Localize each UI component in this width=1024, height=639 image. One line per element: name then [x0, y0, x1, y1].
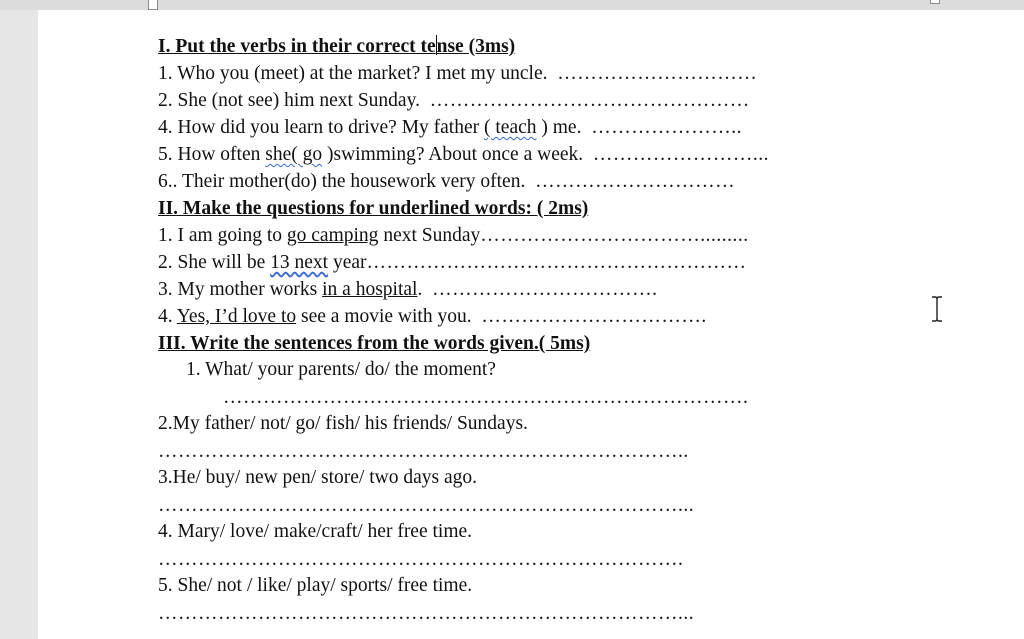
item-text-pre: 1. I am going to: [158, 225, 287, 246]
answer-blank: …………………………….: [481, 306, 707, 327]
section-3-item-3-answer-line: [158, 494, 694, 518]
section-3-item-4-answer-line: [158, 548, 683, 572]
section-2-item-1: [158, 224, 749, 248]
item-text: 3.He/ buy/ new pen/ store/ two days ago.: [158, 467, 477, 488]
section-3-heading: [158, 332, 590, 356]
section-1-item-5: [158, 143, 769, 167]
item-text-pre: 5. How often: [158, 144, 266, 165]
section-2-heading-text: II. Make the questions for underlined words: ( 2ms): [158, 198, 589, 219]
section-1-item-2: [158, 89, 750, 113]
item-text: 2. She (not see) him next Sunday.: [158, 90, 420, 111]
section-3-item-5-answer-line: [158, 602, 694, 626]
underlined-text: 13 next: [270, 252, 329, 273]
mouse-ibeam-cursor-icon: [930, 296, 944, 322]
ruler-right-margin-marker-icon[interactable]: [930, 0, 940, 4]
item-text: 5. She/ not / like/ play/ sports/ free time.: [158, 575, 473, 596]
underlined-text: in a hospital: [322, 279, 418, 300]
spellcheck-marked-text: ( teach: [484, 117, 537, 138]
section-1-item-4: [158, 116, 742, 140]
section-1-heading-part-b: nse (3ms): [436, 36, 516, 57]
section-3-item-5: [158, 574, 472, 598]
item-text-post: next Sunday: [378, 225, 481, 246]
spellcheck-marked-text: she( go: [265, 144, 323, 165]
answer-blank: …………………………: [557, 63, 758, 84]
item-text-pre: 2. She will be: [158, 252, 271, 273]
section-3-item-2: [158, 412, 528, 436]
answer-blank: …………………………………………………: [366, 252, 747, 273]
answer-blank: …………………………: [535, 171, 736, 192]
section-2-item-3: [158, 278, 657, 302]
section-1-heading: [158, 35, 515, 59]
item-text-post: ) me.: [536, 117, 582, 138]
section-3-item-1-answer-line: [223, 386, 748, 410]
item-text: 2.My father/ not/ go/ fish/ his friends/ Sundays.: [158, 413, 528, 434]
answer-blank: ……………………...: [592, 144, 770, 165]
section-2-item-2: [158, 251, 747, 275]
answer-blank: ……………………………………………………………………...: [158, 603, 695, 624]
underlined-text: Yes, I’d love to: [176, 306, 297, 327]
ruler-indent-marker-icon[interactable]: [148, 0, 158, 10]
item-text-post: year: [328, 252, 367, 273]
item-text: 4. Mary/ love/ make/craft/ her free time.: [158, 521, 473, 542]
section-3-item-4: [158, 520, 472, 544]
answer-blank: …………………………….........: [480, 225, 749, 246]
section-2-heading: [158, 197, 588, 221]
answer-blank: …………………………………………………………………….: [223, 387, 749, 408]
section-3-item-1: [186, 358, 496, 382]
answer-blank: ……………………………………………………………………..: [158, 441, 689, 462]
item-text-post: see a movie with you.: [296, 306, 472, 327]
item-text-pre: 4.: [158, 306, 177, 327]
answer-blank: …………………………….: [432, 279, 658, 300]
section-1-heading-part-a: I. Put the verbs in their correct te: [158, 36, 436, 57]
item-text-post: .: [417, 279, 423, 300]
item-text: 1. Who you (meet) at the market? I met my uncle.: [158, 63, 548, 84]
section-2-item-4: [158, 305, 707, 329]
section-3-item-3: [158, 466, 477, 490]
answer-blank: …………………………………………………………………….: [158, 549, 684, 570]
item-text-pre: 3. My mother works: [158, 279, 323, 300]
answer-blank: …………………………………………: [429, 90, 750, 111]
section-3-heading-text: III. Write the sentences from the words given.( 5ms): [158, 333, 591, 354]
section-3-item-2-answer-line: [158, 440, 689, 464]
answer-blank: …………………..: [591, 117, 742, 138]
item-text-post: )swimming? About once a week.: [322, 144, 584, 165]
section-1-item-6: [158, 170, 735, 194]
item-text: 1. What/ your parents/ do/ the moment?: [186, 359, 496, 380]
underlined-text: go camping: [286, 225, 379, 246]
answer-blank: ……………………………………………………………………...: [158, 495, 695, 516]
item-text: 6.. Their mother(do) the housework very often.: [158, 171, 526, 192]
item-text-pre: 4. How did you learn to drive? My father: [158, 117, 484, 138]
section-1-item-1: [158, 62, 757, 86]
